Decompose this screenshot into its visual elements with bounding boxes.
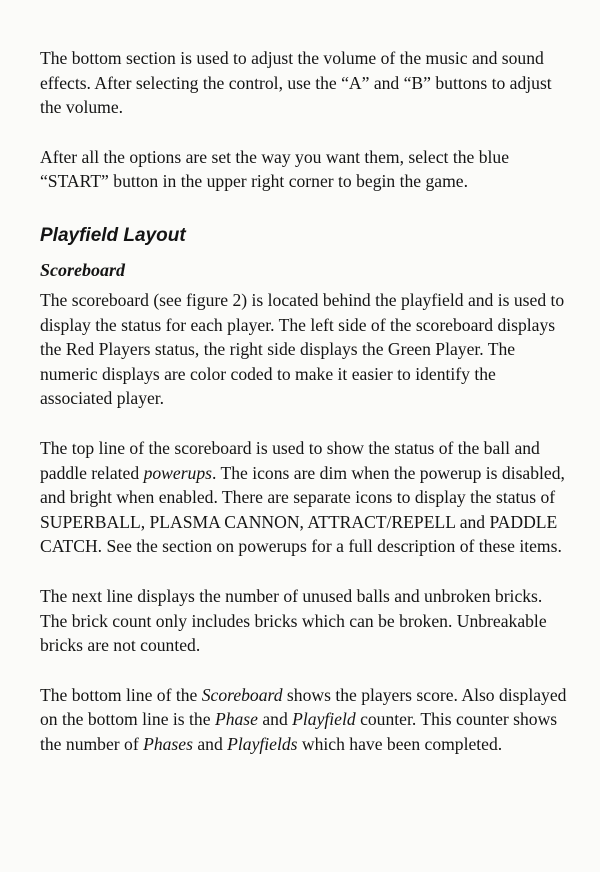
text-run: and: [257, 709, 293, 730]
text-run: counter. This counter shows the number of: [40, 709, 558, 754]
text-run-italic: Phase: [214, 709, 258, 730]
paragraph-scoreboard-intro: The scoreboard (see figure 2) is located behind the playfield and is used to display the status for each player. The left side of the scoreboard displays the Red Players status, the right side displays the Green Player. The numeric displays are color coded to make it easier to identify the associated player.: [40, 289, 565, 409]
text-run-italic: Playfields: [227, 733, 298, 754]
paragraph-scoreboard-top-line: [40, 436, 568, 559]
text-run: . The icons are dim when the powerup is disabled, and bright when enabled. There are separate icons to display the status of SUPERBALL, PLASMA CANNON, ATTRACT/REPELL and PADDLE CATCH. See the section on powerups for a full description of these items.: [40, 462, 565, 557]
text-run: The bottom line of the: [40, 684, 202, 705]
paragraph-start: After all the options are set the way you want them, select the blue “START” button in the upper right corner to begin the game.: [40, 146, 510, 192]
text-run: and: [192, 733, 228, 754]
paragraph-scoreboard-bottom-line: [40, 683, 568, 757]
text-run-italic: Scoreboard: [201, 684, 283, 705]
text-run: The top line of the scoreboard is used to show the status of the ball and paddle related: [40, 437, 540, 483]
subsection-heading-scoreboard: Scoreboard: [40, 259, 125, 280]
paragraph-scoreboard-next-line: The next line displays the number of unused balls and unbroken bricks. The brick count only includes bricks which can be broken. Unbreakable bricks are not counted.: [40, 585, 547, 656]
text-run: shows the players score. Also displayed on the bottom line is the: [40, 684, 567, 730]
text-run-italic: powerups: [143, 462, 212, 483]
manual-page: [40, 46, 568, 756]
text-run-italic: Phases: [143, 733, 193, 754]
text-run-italic: Playfield: [292, 709, 356, 730]
section-heading-playfield-layout: Playfield Layout: [40, 224, 186, 246]
paragraph-volume: The bottom section is used to adjust the volume of the music and sound effects. After selecting the control, use the “A” and “B” buttons to adjust the volume.: [40, 48, 552, 118]
text-run: which have been completed.: [297, 733, 503, 754]
